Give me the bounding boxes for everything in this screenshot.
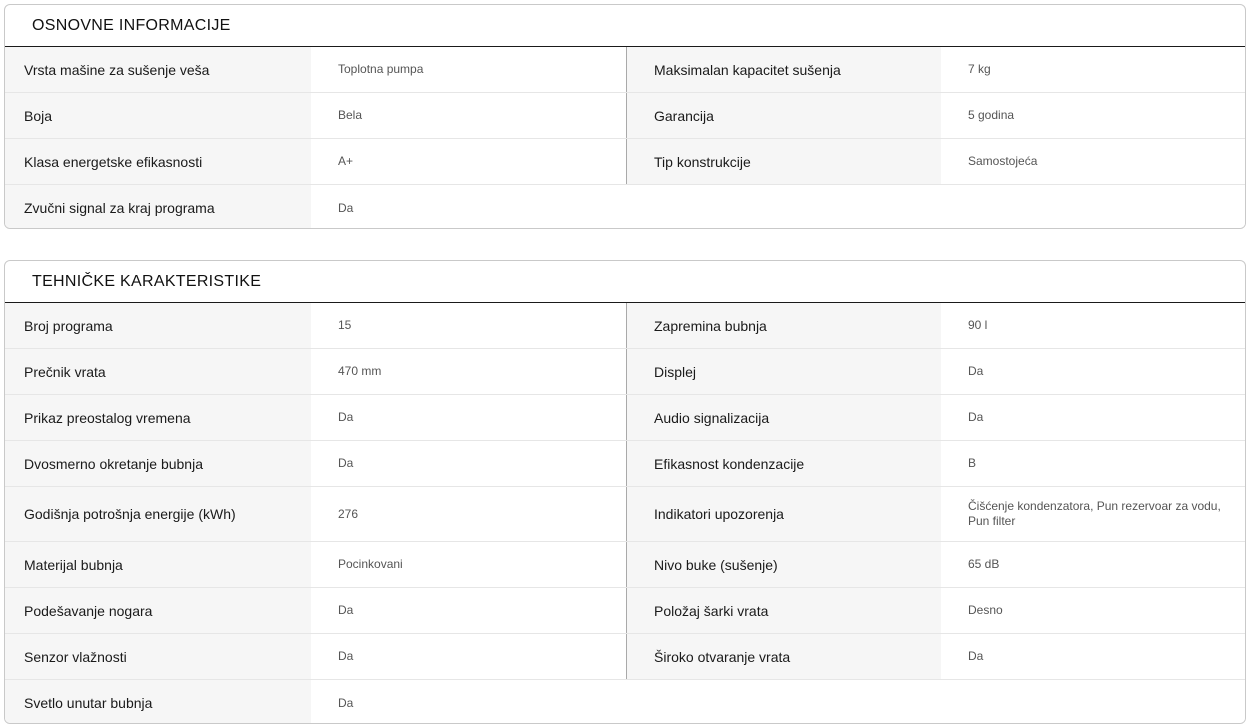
spec-label: Zapremina bubnja [627,303,941,348]
spec-row [5,349,1245,395]
spec-label: Garancija [627,93,941,138]
spec-label: Široko otvaranje vrata [627,634,941,679]
spec-label: Godišnja potrošnja energije (kWh) [5,487,311,541]
spec-label: Podešavanje nogara [5,588,311,633]
spec-row [5,588,1245,634]
spec-value: Da [941,395,1245,440]
spec-value: 90 l [941,303,1245,348]
empty-cell [626,680,1245,724]
spec-value: Toplotna pumpa [311,47,626,92]
spec-label: Svetlo unutar bubnja [5,680,311,724]
spec-value: A+ [311,139,626,184]
spec-label: Tip konstrukcije [627,139,941,184]
spec-value: Da [311,588,626,633]
spec-label: Prečnik vrata [5,349,311,394]
spec-row [5,395,1245,441]
spec-label: Broj programa [5,303,311,348]
spec-value: 5 godina [941,93,1245,138]
spec-row [5,487,1245,542]
spec-row [5,680,1245,724]
spec-label: Nivo buke (sušenje) [627,542,941,587]
spec-label: Senzor vlažnosti [5,634,311,679]
spec-label: Efikasnost kondenzacije [627,441,941,486]
spec-value: Da [311,680,626,724]
spec-label: Audio signalizacija [627,395,941,440]
spec-row [5,139,1245,185]
spec-row [5,441,1245,487]
tech-specs-title: TEHNIČKE KARAKTERISTIKE [5,261,1245,303]
spec-value: Da [311,395,626,440]
spec-value: 470 mm [311,349,626,394]
tech-specs-rows [5,303,1245,724]
spec-value: 276 [311,487,626,541]
spec-label: Materijal bubnja [5,542,311,587]
spec-value: Da [311,634,626,679]
basic-info-title: OSNOVNE INFORMACIJE [5,5,1245,47]
spec-row [5,47,1245,93]
spec-value: Da [941,634,1245,679]
spec-label: Indikatori upozorenja [627,487,941,541]
spec-value: Da [941,349,1245,394]
spec-label: Prikaz preostalog vremena [5,395,311,440]
spec-value: Čišćenje kondenzatora, Pun rezervoar za vodu, Pun filter [941,487,1245,541]
spec-value: B [941,441,1245,486]
spec-value: Da [311,441,626,486]
spec-value: Bela [311,93,626,138]
spec-value: Pocinkovani [311,542,626,587]
spec-row [5,93,1245,139]
spec-label: Dvosmerno okretanje bubnja [5,441,311,486]
basic-info-card [4,4,1246,229]
spec-value: Samostojeća [941,139,1245,184]
spec-value: Da [311,185,626,229]
empty-cell [626,185,1245,229]
spec-label: Klasa energetske efikasnosti [5,139,311,184]
spec-value: 7 kg [941,47,1245,92]
spec-value: 15 [311,303,626,348]
spec-label: Vrsta mašine za sušenje veša [5,47,311,92]
spec-label: Displej [627,349,941,394]
spec-label: Boja [5,93,311,138]
spec-row [5,542,1245,588]
spec-label: Zvučni signal za kraj programa [5,185,311,229]
spec-row [5,185,1245,229]
spec-value: 65 dB [941,542,1245,587]
basic-info-rows [5,47,1245,229]
tech-specs-card [4,260,1246,724]
spec-label: Položaj šarki vrata [627,588,941,633]
spec-row [5,303,1245,349]
spec-row [5,634,1245,680]
spec-label: Maksimalan kapacitet sušenja [627,47,941,92]
spec-value: Desno [941,588,1245,633]
